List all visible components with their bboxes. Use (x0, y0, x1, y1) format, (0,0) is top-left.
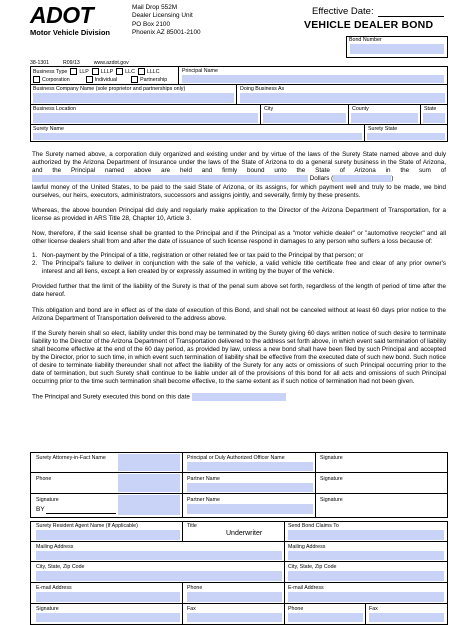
attorney-signature-field[interactable] (118, 495, 180, 515)
row-divider (30, 493, 448, 494)
revision-date: R09/13 (63, 60, 80, 66)
principal-officer-label: Principal or Duly Authorized Officer Name (187, 455, 285, 461)
col-divider (365, 603, 366, 625)
title-value: Underwriter (226, 530, 263, 537)
agent-fax-field[interactable] (187, 613, 282, 622)
paragraph-therefore: Now, therefore, if the said license shall be granted to the Principal and if the Principal as a "motor vehicle dealer" or "automotive recycler" and all other license dealers shall from and after the date of issuance of such license respond in damages to any person who suffers a loss because of: (32, 229, 446, 246)
email-label: E-mail Address (288, 585, 324, 591)
principal-name-label: Principal Name (182, 68, 218, 74)
row-divider (30, 104, 448, 105)
email-label: E-mail Address (36, 585, 72, 591)
phone-label: Phone (187, 585, 203, 591)
phone-label: Phone (36, 476, 52, 482)
principal-name-field[interactable] (182, 75, 444, 83)
checkbox-label: LLLC (146, 68, 160, 75)
col-divider (348, 104, 349, 124)
by-label: BY (36, 506, 45, 513)
penal-sum-words-field[interactable] (32, 175, 308, 182)
send-claims-label: Send Bond Claims To (288, 523, 339, 529)
county-label: County (352, 106, 369, 112)
effective-date-label: Effective Date: (312, 6, 374, 17)
checkbox-label: Partnership (140, 76, 168, 83)
surety-name-label: Surety Name (33, 126, 64, 132)
form-title: VEHICLE DEALER BOND (304, 19, 434, 31)
col-divider (182, 452, 183, 518)
col-divider (284, 521, 285, 625)
effective-date-field[interactable] (378, 16, 444, 17)
county-field[interactable] (351, 113, 418, 123)
checkbox-lllc[interactable] (138, 68, 145, 75)
checkbox-llp[interactable] (70, 68, 77, 75)
form-number: 38-1301 (30, 60, 50, 66)
business-type-row-2 (33, 76, 167, 83)
resident-agent-field[interactable] (36, 530, 180, 540)
business-type-row (33, 68, 160, 75)
business-location-field[interactable] (33, 113, 258, 123)
signature-label: Signature (36, 606, 59, 612)
checkbox-label: Corporation (42, 76, 70, 83)
city-state-zip-label: City, State, Zip Code (36, 564, 85, 570)
surety-name-field[interactable] (33, 133, 362, 140)
bond-number-field[interactable] (350, 44, 444, 54)
list-item (32, 252, 446, 260)
phone-label: Phone (288, 606, 304, 612)
dba-label: Doing Business As (240, 86, 285, 92)
partner-name-label: Partner Name (187, 476, 220, 482)
city-label: City (264, 106, 274, 112)
checkbox-corporation[interactable] (33, 76, 40, 83)
agent-signature-field[interactable] (36, 613, 180, 622)
adot-logo: ADOT (30, 2, 94, 28)
mailing-address-label: Mailing Address (36, 544, 74, 550)
partner-name-field[interactable] (187, 483, 313, 492)
partner-name-label: Partner Name (187, 497, 220, 503)
company-name-label: Business Company Name (sole proprietor and partnerships only) (33, 86, 186, 92)
col-divider (236, 84, 237, 104)
checkbox-lllp[interactable] (92, 68, 99, 75)
dollars-label: Dollars ( (309, 175, 334, 183)
surety-state-label: Surety State (368, 126, 398, 132)
city-field[interactable] (263, 113, 346, 123)
signature-label: Signature (36, 497, 59, 503)
row-divider (30, 603, 448, 604)
mailing-address (132, 4, 201, 38)
row-divider (30, 124, 448, 125)
claims-city-state-zip-field[interactable] (288, 571, 444, 581)
paragraph-text: lawful money of the United States, to be paid to the said State of Arizona, or its assigns, for which payment well and truly to be made, we bind ourselves, our heirs, executors, administrators, successors and assigns jointly, and severally, firmly by these presents. (32, 183, 446, 199)
website: www.azdot.gov (93, 60, 129, 66)
list-number: 2. (32, 260, 38, 268)
city-state-zip-label: City, State, Zip Code (288, 564, 337, 570)
address-line: PO Box 2100 (132, 20, 171, 28)
paragraph-executed (32, 393, 446, 402)
company-name-field[interactable] (33, 93, 234, 103)
surety-state-field[interactable] (367, 133, 445, 140)
state-label: State (424, 106, 437, 112)
col-divider (178, 66, 179, 84)
row-divider (30, 84, 448, 85)
penal-sum-amount-field[interactable] (333, 175, 391, 182)
paragraph-termination: If the Surety herein shall so elect, liability under this bond may be terminated by the Surety giving 60 days written notice of such desire to terminate liability to the Director of the Arizona Department of Transportation delivered to the address set forth above, in which event said termination of liability shall become effective at the end of the 60 day period, as provided by law, unless a new bond shall have been filed by such Principal and accepted by the Director, prior to such time, in which event such termination of liability shall be effective from the executed date of such new bond. Such notice of desire to terminate liability thereunder shall not affect the liability of the Surety for any acts or omissions of such Principal occurring prior to the date of termination, but such Surety shall continue to be liable under all of the provisions of this bond for all acts and omissions of such Principal occurring prior to the time such termination shall become effective, to the same extent as if such notice of termination had not been given. (32, 329, 446, 386)
claims-phone-field[interactable] (288, 613, 363, 622)
list-item (32, 260, 446, 276)
resident-agent-label: Surety Resident Agent Name (If Applicable) (36, 523, 138, 529)
row-divider (30, 541, 448, 542)
list-number: 1. (32, 252, 38, 260)
dba-field[interactable] (240, 93, 445, 103)
agent-city-state-zip-field[interactable] (36, 571, 282, 581)
title-label: Title (187, 523, 197, 529)
checkbox-individual[interactable] (86, 76, 93, 83)
partner-name-field-2[interactable] (187, 504, 313, 514)
address-line: Dealer Licensing Unit (132, 12, 193, 20)
phone-field[interactable] (118, 474, 180, 492)
attorney-in-fact-field[interactable] (118, 454, 180, 471)
bond-number-label: Bond Number (349, 37, 382, 43)
checkbox-partnership[interactable] (131, 76, 138, 83)
col-divider (315, 452, 316, 518)
claims-fax-field[interactable] (369, 613, 444, 622)
col-divider (364, 124, 365, 141)
business-type-label: Business Type (33, 68, 68, 75)
checkbox-llc[interactable] (116, 68, 123, 75)
paragraph-whereas: Whereas, the above bounden Principal did duly and regularly make application to the Director of the Arizona Department of Transportation, for a license as provided in ARS Title 28, Chapter 10, Article 3. (32, 206, 446, 222)
signature-label: Signature (320, 455, 343, 461)
row-divider (30, 472, 448, 473)
checkbox-label: LLP (79, 68, 89, 75)
paragraph-text: The Principal and Surety executed this bond on this date (32, 394, 190, 402)
claims-email-field[interactable] (288, 592, 444, 602)
send-claims-field[interactable] (288, 530, 444, 540)
checkbox-label: Individual (94, 76, 118, 83)
checkbox-label: LLC (125, 68, 135, 75)
division-name: Motor Vehicle Division (30, 28, 111, 37)
mailing-address-label: Mailing Address (288, 544, 326, 550)
fax-label: Fax (369, 606, 378, 612)
checkbox-label: LLLP (100, 68, 114, 75)
paragraph-provided: Provided further that the limit of the liability of the Surety is that of the penal sum above set forth, regardless of the length of period of time after the date hereof. (32, 283, 446, 299)
row-divider (30, 582, 448, 583)
address-line: Phoenix AZ 85001-2100 (132, 29, 201, 37)
paragraph-text: The Surety named above, a corporation duly organized and existing under and by virtue of the laws of the Surety State named above and duly authorized by the Arizona Department of Insurance under the laws of the State of Arizona to do a general surety business in the State of Arizona, and the Principal named above are held and firmly bound unto the State of Arizona in the sum of (32, 151, 446, 175)
list-item-text: Non-payment by the Principal of a title, registration or other related fee or tax paid to the Principal by that person; or (42, 252, 364, 260)
signature-line (46, 513, 116, 514)
col-divider (182, 521, 183, 541)
col-divider (260, 104, 261, 124)
agent-phone-field[interactable] (187, 592, 282, 602)
signature-label: Signature (320, 476, 343, 482)
attorney-in-fact-label: Surety Attorney-in-Fact Name (36, 455, 106, 461)
address-line: Mail Drop 552M (132, 4, 178, 11)
row-divider (30, 561, 448, 562)
fax-label: Fax (187, 606, 196, 612)
signature-label: Signature (320, 497, 343, 503)
business-location-label: Business Location (33, 106, 76, 112)
principal-officer-field[interactable] (187, 462, 313, 471)
bond-body-text (32, 151, 446, 402)
paragraph-binding: The Surety named above, a corporation duly organized and existing under and by virtue of the laws of the Surety State named above and duly authorized by the Arizona Department of Insurance under the laws of the State of Arizona to do a general surety business in the State of Arizona, and the Principal named above are held and firmly bound unto the State of Arizona in the sum of Dollars ( ) (32, 151, 446, 183)
col-divider (420, 104, 421, 124)
execution-date-field[interactable] (192, 393, 286, 401)
list-item-text: The Principal's failure to deliver in conjunction with the sale of the vehicle, a valid vehicle title certificate free and clear of any prior owner's interest and all liens, except a lien created by or expressly assumed in writing by the buyer of the vehicle. (42, 260, 446, 276)
agent-email-field[interactable] (36, 592, 180, 602)
state-field[interactable] (423, 113, 445, 123)
claims-mailing-address-field[interactable] (288, 551, 444, 560)
paragraph-obligation: This obligation and bond are in effect as of the date of execution of this Bond, and shall not be canceled without at least 60 days prior notice to the Arizona Department of Transportation delivered to the address above. (32, 306, 446, 322)
agent-mailing-address-field[interactable] (36, 551, 282, 560)
